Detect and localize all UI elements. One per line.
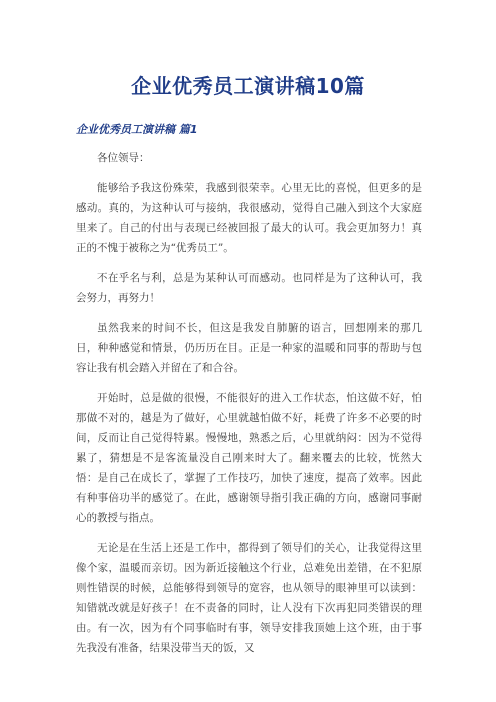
paragraph: 不在乎名与利，总是为某种认可而感动。也同样是为了这种认可，我会努力，再努力！ xyxy=(76,272,422,304)
paragraph: 无论是在生活上还是工作中，都得到了领导们的关心，让我觉得这里像个家，温暖而亲切。因为新近接触这个行业，总难免出差错，在不犯原则性错误的时候，总能够得到领导的宽容，也从领导的眼神里可以读到：知错就改就是好孩子！在不责备的同时，让人没有下次再犯同类错误的理由。有一次，因为有个同事临时有事，领导安排我顶她上这个班，由于事先我没有准备，结果没带当天的饭，又 xyxy=(76,542,422,654)
section-heading: 企业优秀员工演讲稿 篇1 xyxy=(76,123,198,136)
document-title: 企业优秀员工演讲稿10篇 xyxy=(131,74,365,98)
paragraph: 能够给予我这份殊荣，我感到很荣幸。心里无比的喜悦，但更多的是感动。真的，为这种认可与接纳，我很感动，觉得自己融入到这个大家庭里来了。自己的付出与表现已经被回报了最大的认可。我会更加努力！真正的不愧于被称之为“优秀员工”。 xyxy=(76,182,422,254)
document-body xyxy=(76,148,422,668)
paragraph-greeting: 各位领导： xyxy=(97,152,150,164)
paragraph: 虽然我来的时间不长，但这是我发自肺腑的语言，回想刚来的那几日，种种感觉和情景，仍历历在目。正是一种家的温暖和同事的帮助与包容让我有机会踏入并留在了和合谷。 xyxy=(76,322,422,374)
paragraph: 开始时，总是做的很慢，不能很好的进入工作状态，怕这做不好，怕那做不对的，越是为了做好，心里就越怕做不好，耗费了许多不必要的时间，反而让自己觉得特累。慢慢地，熟悉之后，心里就纳闷：因为不觉得累了，猜想是不是客流量没自己刚来时大了。翻来覆去的比较，恍然大悟：是自己在成长了，掌握了工作技巧，加快了速度，提高了效率。因此有种事倍功半的感觉了。在此，感谢领导指引我正确的方向，感谢同事耐心的教授与指点。 xyxy=(76,392,422,524)
